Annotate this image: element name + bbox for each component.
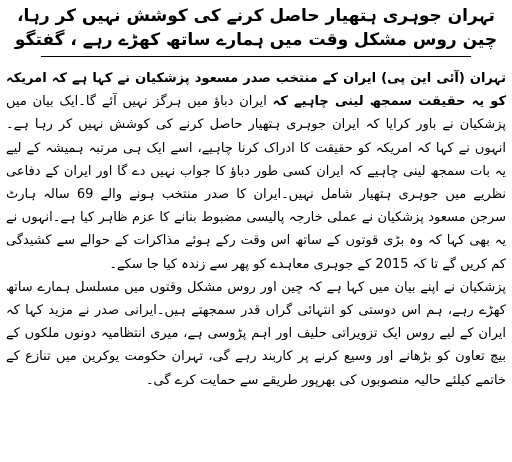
article-paragraph-1: ایران دباؤ میں ہرگز نہیں آئے گا۔ایک بیان میں پزشکیان نے باور کرایا کہ ایران جوہری ہتھیار حاصل کرنے کی کوشش نہیں کر رہا ہے۔انہوں نے کہا کہ امریکہ کو حقیقت کا ادراک کرنا چاہیے، اسے ایک ہی مرتبہ ہمیشہ کے لیے یہ بات سمجھ لینی چاہیے کہ ایران کسی طور دباؤ کا جواب نہیں دے گا اور ایران کے دفاعی نظریے میں جوہری ہتھیار شامل نہیں۔ایران کا صدر منتخب ہونے والے 69 سالہ ہارٹ سرجن مسعود پزشکیان نے عملی خارجہ پالیسی مضبوط بنانے کا عزم ظاہر کیا ہے۔انہوں نے یہ بھی کہا کہ وہ بڑی قوتوں کے ساتھ اس وقت رکے ہوئے مذاکرات کے حوالے سے کشیدگی کم کریں گے تا کہ 2015 کے جوہری معاہدے کو پھر سے زندہ کیا جا سکے۔	[6, 94, 507, 272]
dateline-lead: تہران (آئی این پی) ایران کے منتخب صدر مسعود پزشکیان نے کہا ہے کہ امریکہ کو یہ حقیقت سمجھ لینی چاہیے کہ	[6, 71, 506, 110]
article-body	[6, 67, 506, 392]
article-lead	[6, 67, 506, 276]
article-headline: تہران جوہری ہتھیار حاصل کرنے کی کوشش نہیں کر رہا، چین روس مشکل وقت میں ہمارے ساتھ کھڑے رہے ، گفتگو	[14, 6, 498, 50]
headline-divider	[41, 56, 471, 57]
article-paragraph-2: پزشکیان نے اپنے بیان میں کہا ہے کہ چین اور روس مشکل وقتوں میں مسلسل ہمارے ساتھ کھڑے رہے، ہم اس دوستی کو انتہائی گراں قدر سمجھتے ہیں۔ایرانی صدر نے مزید کہا کہ ایران کے لیے روس ایک تزویراتی حلیف اور اہم پڑوسی ہے، میری انتظامیہ دونوں ملکوں کے بیچ تعاون کو بڑھانے اور وسیع کرنے پر کاربند رہے گی، تہران حکومت یوکرین میں تنازع کے خاتمے کیلئے حالیہ منصوبوں کی بھرپور طریقے سے حمایت کرے گی۔	[6, 279, 506, 388]
